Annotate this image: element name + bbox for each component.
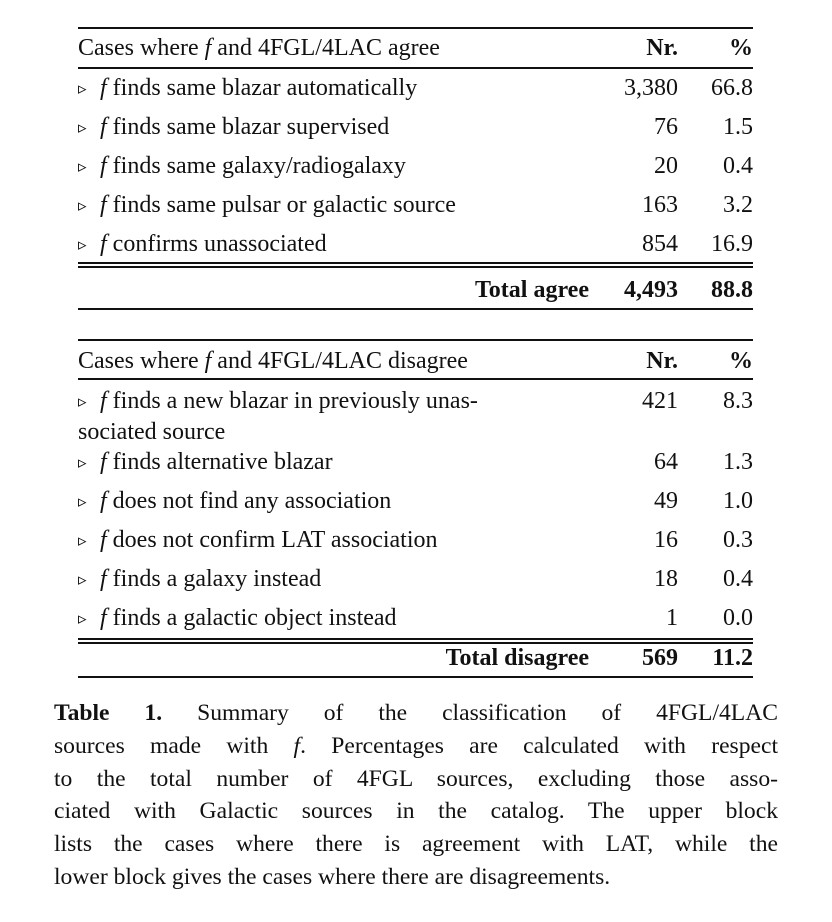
agree-header-row	[78, 33, 753, 63]
row-pct: 16.9	[711, 231, 753, 257]
row-nr: 20	[654, 153, 678, 179]
header-label: Cases where	[78, 348, 199, 374]
row-nr: 1	[666, 605, 678, 631]
table-caption	[54, 697, 778, 894]
table-row	[78, 564, 753, 594]
triangle-marker-icon: ▹	[78, 79, 87, 98]
top-rule	[78, 27, 753, 29]
header-nr: Nr.	[646, 348, 678, 374]
bottom-rule	[78, 676, 753, 678]
row-pct: 0.4	[723, 153, 753, 179]
header-nr: Nr.	[646, 35, 678, 61]
row-pct: 0.4	[723, 566, 753, 592]
row-nr: 163	[642, 192, 678, 218]
table-row	[78, 386, 753, 445]
row-nr: 3,380	[624, 75, 678, 101]
f-symbol: f	[100, 192, 107, 218]
f-symbol: f	[100, 449, 107, 475]
double-rule	[78, 262, 753, 264]
row-pct: 0.0	[723, 605, 753, 631]
triangle-marker-icon: ▹	[78, 492, 87, 511]
caption-text: lower block gives the cases where there are disagreements.	[54, 863, 611, 890]
row-nr: 421	[642, 388, 678, 414]
row-nr: 76	[654, 114, 678, 140]
row-pct: 3.2	[723, 192, 753, 218]
row-nr: 49	[654, 488, 678, 514]
caption-title: Table 1.	[54, 700, 163, 726]
row-nr: 18	[654, 566, 678, 592]
table-row	[78, 190, 753, 220]
row-pct: 1.3	[723, 449, 753, 475]
header-rule	[78, 378, 753, 380]
header-pct: %	[729, 348, 753, 374]
triangle-marker-icon: ▹	[78, 570, 87, 589]
f-symbol: f	[100, 75, 107, 101]
row-label: finds same galaxy/radiogalaxy	[112, 153, 406, 179]
row-nr: 16	[654, 527, 678, 553]
row-label: finds same blazar automatically	[112, 75, 418, 101]
row-label: finds a galactic object instead	[112, 605, 397, 631]
f-symbol: f	[100, 153, 107, 179]
row-nr: 854	[642, 231, 678, 257]
disagree-header-row	[78, 346, 753, 376]
f-symbol: f	[100, 231, 107, 257]
double-rule	[78, 266, 753, 268]
total-nr: 569	[642, 645, 678, 671]
f-symbol: f	[100, 488, 107, 514]
row-label: finds same pulsar or galactic source	[112, 192, 456, 218]
row-label-continued: sociated source	[78, 419, 226, 445]
total-pct: 88.8	[711, 277, 753, 303]
total-disagree-row	[78, 643, 753, 673]
row-pct: 66.8	[711, 75, 753, 101]
row-pct: 0.3	[723, 527, 753, 553]
header-label: Cases where	[78, 35, 199, 61]
f-symbol: f	[100, 605, 107, 631]
f-symbol: f	[204, 35, 212, 61]
caption-text: to the total number of 4FGL sources, excluding those asso-	[54, 765, 778, 792]
triangle-marker-icon: ▹	[78, 235, 87, 254]
triangle-marker-icon: ▹	[78, 392, 87, 411]
triangle-marker-icon: ▹	[78, 453, 87, 472]
top-rule	[78, 339, 753, 341]
table-row	[78, 603, 753, 633]
row-nr: 64	[654, 449, 678, 475]
caption-text: ciated with Galactic sources in the catalog. The upper block	[54, 798, 778, 825]
total-pct: 11.2	[712, 645, 753, 671]
f-symbol: f	[100, 527, 107, 553]
f-symbol: f	[100, 114, 107, 140]
double-rule	[78, 638, 753, 640]
row-label: finds same blazar supervised	[112, 114, 390, 140]
row-label: does not confirm LAT association	[112, 527, 438, 553]
bottom-rule	[78, 308, 753, 310]
triangle-marker-icon: ▹	[78, 157, 87, 176]
caption-text: Summary of the classification of 4FGL/4LAC	[197, 700, 778, 726]
triangle-marker-icon: ▹	[78, 118, 87, 137]
f-symbol: f	[293, 732, 301, 759]
row-label: finds alternative blazar	[112, 449, 333, 475]
header-pct: %	[729, 35, 753, 61]
table-row	[78, 447, 753, 477]
caption-text: lists the cases where there is agreement with LAT, while the	[54, 831, 778, 858]
table-row	[78, 229, 753, 259]
row-label: confirms unassociated	[112, 231, 327, 257]
row-pct: 8.3	[723, 388, 753, 414]
caption-text: . Percentages are calculated with respect	[300, 732, 778, 759]
f-symbol: f	[100, 388, 107, 414]
header-label: and 4FGL/4LAC disagree	[217, 348, 468, 374]
caption-text: sources made with	[54, 732, 269, 759]
table-row	[78, 151, 753, 181]
row-label: finds a new blazar in previously unas-	[112, 388, 478, 414]
table-row	[78, 486, 753, 516]
row-pct: 1.0	[723, 488, 753, 514]
total-label: Total agree	[475, 277, 589, 303]
triangle-marker-icon: ▹	[78, 531, 87, 550]
total-label: Total disagree	[445, 645, 589, 671]
row-label: does not find any association	[112, 488, 392, 514]
f-symbol: f	[204, 348, 212, 374]
total-agree-row	[78, 275, 753, 305]
header-rule	[78, 67, 753, 69]
row-pct: 1.5	[723, 114, 753, 140]
table-row	[78, 112, 753, 142]
total-nr: 4,493	[624, 277, 678, 303]
triangle-marker-icon: ▹	[78, 196, 87, 215]
triangle-marker-icon: ▹	[78, 609, 87, 628]
table-row	[78, 73, 753, 103]
f-symbol: f	[100, 566, 107, 592]
table-row	[78, 525, 753, 555]
row-label: finds a galaxy instead	[112, 566, 322, 592]
header-label: and 4FGL/4LAC agree	[217, 35, 440, 61]
